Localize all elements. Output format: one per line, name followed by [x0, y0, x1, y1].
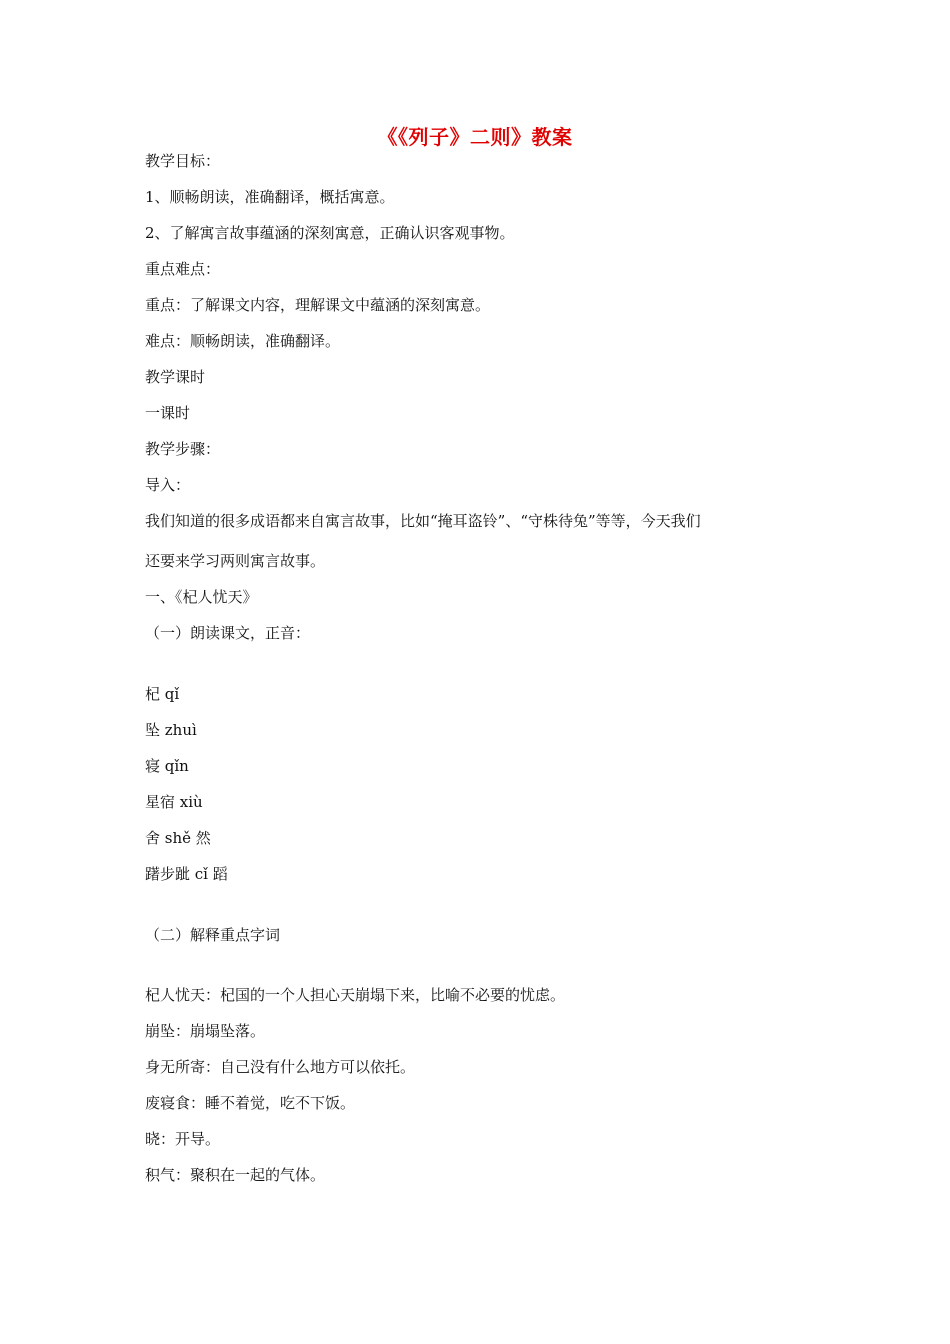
text-line: 重点：了解课文内容，理解课文中蕴涵的深刻寓意。	[145, 296, 491, 314]
text-line: 一、《杞人忧天》	[145, 588, 258, 606]
text-line: 还要来学习两则寓言故事。	[145, 552, 326, 570]
text-line: 星宿 xiù	[145, 793, 203, 811]
text-line: 积气：聚积在一起的气体。	[145, 1166, 326, 1184]
text-line: 废寝食：睡不着觉，吃不下饭。	[145, 1094, 356, 1112]
text-line: （一）朗读课文，正音：	[145, 624, 311, 642]
text-line: 导入：	[145, 476, 191, 494]
text-line: 教学步骤：	[145, 440, 221, 458]
text-line: 晓：开导。	[145, 1130, 221, 1148]
text-line: 躇步跐 cǐ 蹈	[145, 865, 228, 883]
text-line: 杞 qǐ	[145, 685, 180, 703]
text-line: 重点难点：	[145, 260, 221, 278]
text-line: 难点：顺畅朗读，准确翻译。	[145, 332, 341, 350]
text-line: 崩坠：崩塌坠落。	[145, 1022, 266, 1040]
text-line: 坠 zhuì	[145, 721, 197, 739]
text-line: 一课时	[145, 404, 191, 422]
text-line: 教学目标：	[145, 152, 221, 170]
text-line: 舍 shě 然	[145, 829, 211, 847]
text-line: 1、顺畅朗读，准确翻译，概括寓意。	[145, 188, 395, 206]
text-line: 教学课时	[145, 368, 206, 386]
text-line: 身无所寄：自己没有什么地方可以依托。	[145, 1058, 416, 1076]
text-line: 杞人忧天：杞国的一个人担心天崩塌下来，比喻不必要的忧虑。	[145, 986, 566, 1004]
text-line: （二）解释重点字词	[145, 926, 281, 944]
document-title: 《《列子》二则》教案	[377, 125, 573, 149]
text-line: 寝 qǐn	[145, 757, 189, 775]
text-line: 2、了解寓言故事蕴涵的深刻寓意，正确认识客观事物。	[145, 224, 515, 242]
text-line: 我们知道的很多成语都来自寓言故事，比如“掩耳盗铃”、“守株待兔”等等，今天我们	[145, 512, 701, 530]
